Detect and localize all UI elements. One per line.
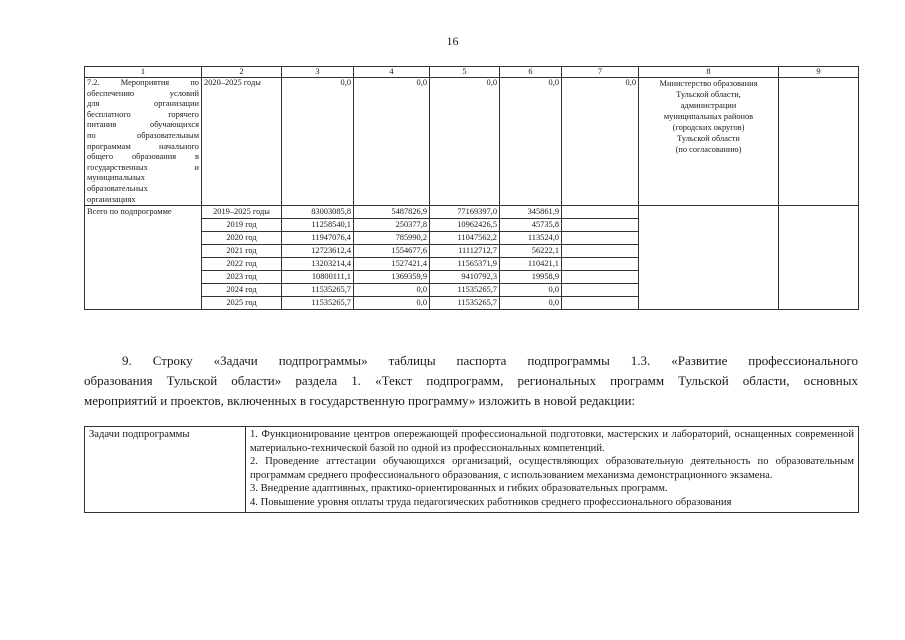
value-cell: 0,0 bbox=[562, 78, 639, 206]
header-cell: 1 bbox=[85, 67, 202, 78]
page-number: 16 bbox=[446, 34, 459, 48]
activity-name-line: питания обучающихся bbox=[87, 120, 199, 130]
value-cell: 785990,2 bbox=[354, 232, 430, 245]
org-line: Тульской области bbox=[677, 134, 740, 143]
value-cell: 11565371,9 bbox=[430, 258, 500, 271]
header-cell: 8 bbox=[639, 67, 779, 78]
value-cell: 11535265,7 bbox=[282, 284, 354, 297]
task-item: 4. Повышение уровня оплаты труда педагогических работников среднего профессионального образования bbox=[250, 496, 732, 508]
org-line: Тульской области, bbox=[676, 90, 741, 99]
header-cell: 3 bbox=[282, 67, 354, 78]
org-line: (по согласованию) bbox=[675, 145, 742, 154]
value-cell: 0,0 bbox=[282, 78, 354, 206]
empty-cell bbox=[562, 271, 639, 284]
period-cell: 2024 год bbox=[202, 284, 282, 297]
value-cell: 45735,8 bbox=[500, 219, 562, 232]
value-cell: 1369359,9 bbox=[354, 271, 430, 284]
empty-cell bbox=[562, 284, 639, 297]
value-cell: 113524,0 bbox=[500, 232, 562, 245]
org-line: муниципальных районов bbox=[663, 112, 754, 121]
table-row-7-2 bbox=[85, 78, 859, 206]
tasks-content-cell bbox=[246, 427, 859, 513]
paragraph-line: 9. Строку «Задачи подпрограммы» таблицы паспорта подпрограммы 1.3. «Развитие профессионального bbox=[122, 353, 858, 368]
value-cell: 1554677,6 bbox=[354, 245, 430, 258]
value-cell: 0,0 bbox=[430, 78, 500, 206]
header-cell: 6 bbox=[500, 67, 562, 78]
org-line: администрации bbox=[680, 101, 737, 110]
value-cell: 56222,1 bbox=[500, 245, 562, 258]
value-cell: 10962426,5 bbox=[430, 219, 500, 232]
value-cell: 0,0 bbox=[354, 297, 430, 310]
period-cell: 2022 год bbox=[202, 258, 282, 271]
value-cell: 11947076,4 bbox=[282, 232, 354, 245]
value-cell: 11535265,7 bbox=[282, 297, 354, 310]
period-cell: 2019 год bbox=[202, 219, 282, 232]
value-cell: 10800111,1 bbox=[282, 271, 354, 284]
activity-name-line: государственных и bbox=[87, 162, 199, 172]
value-cell: 5487826,9 bbox=[354, 206, 430, 219]
period-cell: 2021 год bbox=[202, 245, 282, 258]
activity-name-line: образовательных bbox=[87, 183, 148, 193]
empty-cell bbox=[562, 219, 639, 232]
value-cell: 345861,9 bbox=[500, 206, 562, 219]
activity-name-line: организациях bbox=[87, 194, 136, 204]
empty-cell bbox=[639, 206, 779, 310]
activity-name-line: общего образования в bbox=[87, 152, 199, 162]
value-cell: 11535265,7 bbox=[430, 284, 500, 297]
header-cell: 7 bbox=[562, 67, 639, 78]
empty-cell bbox=[562, 232, 639, 245]
task-item: 2. Проведение аттестации обучающихся организаций, осуществляющих образовательную деятельность по образовательным программам среднего профессионального образования, с использованием механизма демонстрационного экзамена. bbox=[250, 456, 854, 481]
header-cell: 4 bbox=[354, 67, 430, 78]
value-cell: 11535265,7 bbox=[430, 297, 500, 310]
period-cell: 2020 год bbox=[202, 232, 282, 245]
empty-cell bbox=[562, 206, 639, 219]
value-cell: 83003085,8 bbox=[282, 206, 354, 219]
value-cell: 12723612,4 bbox=[282, 245, 354, 258]
activity-name-line: 7.2. Мероприятия по bbox=[87, 78, 199, 87]
value-cell: 1527421,4 bbox=[354, 258, 430, 271]
header-cell: 5 bbox=[430, 67, 500, 78]
period-cell: 2025 год bbox=[202, 297, 282, 310]
amendment-paragraph bbox=[84, 351, 858, 411]
value-cell: 9410792,3 bbox=[430, 271, 500, 284]
activity-name-line: для организации bbox=[87, 99, 199, 109]
value-cell: 19958,9 bbox=[500, 271, 562, 284]
paragraph-line: мероприятий и проектов, включенных в государственную программу» изложить в новой редакции: bbox=[84, 393, 636, 408]
value-cell: 77169397,0 bbox=[430, 206, 500, 219]
value-cell: 0,0 bbox=[354, 78, 430, 206]
value-cell: 13203214,4 bbox=[282, 258, 354, 271]
task-item: 1. Функционирование центров опережающей профессиональной подготовки, мастерских и лабораторий, оснащенных современной материально-технической базой по одной из профессиональных компетенций. bbox=[250, 429, 854, 454]
table-row bbox=[85, 206, 859, 219]
table-row bbox=[85, 427, 859, 513]
activity-name-line: программам начального bbox=[87, 141, 199, 151]
total-label-cell: Всего по подпрограмме bbox=[85, 206, 202, 310]
activity-name-line: муниципальных bbox=[87, 173, 145, 183]
paragraph-line: образования Тульской области» раздела 1. «Текст подпрограмм, региональных программ Тульской области, основных bbox=[84, 373, 858, 388]
activity-name-line: обеспечению условий bbox=[87, 88, 199, 98]
value-cell: 11258540,1 bbox=[282, 219, 354, 232]
empty-cell bbox=[779, 206, 859, 310]
responsible-org-cell bbox=[639, 78, 779, 206]
period-cell: 2020–2025 годы bbox=[202, 78, 282, 206]
value-cell: 110421,1 bbox=[500, 258, 562, 271]
empty-cell bbox=[562, 258, 639, 271]
period-cell: 2023 год bbox=[202, 271, 282, 284]
header-cell: 2 bbox=[202, 67, 282, 78]
period-cell: 2019–2025 годы bbox=[202, 206, 282, 219]
value-cell: 11047562,2 bbox=[430, 232, 500, 245]
activity-name-line: по образовательным bbox=[87, 130, 199, 140]
activity-name-cell bbox=[85, 78, 202, 206]
value-cell: 0,0 bbox=[354, 284, 430, 297]
funding-table bbox=[84, 66, 859, 310]
value-cell: 11112712,7 bbox=[430, 245, 500, 258]
table-header-row bbox=[85, 67, 859, 78]
empty-cell bbox=[779, 78, 859, 206]
value-cell: 0,0 bbox=[500, 297, 562, 310]
org-line: (городских округов) bbox=[672, 123, 745, 132]
empty-cell bbox=[562, 245, 639, 258]
value-cell: 0,0 bbox=[500, 78, 562, 206]
task-item: 3. Внедрение адаптивных, практико-ориентированных и гибких образовательных программ. bbox=[250, 483, 668, 495]
tasks-table bbox=[84, 426, 859, 513]
value-cell: 250377,8 bbox=[354, 219, 430, 232]
header-cell: 9 bbox=[779, 67, 859, 78]
empty-cell bbox=[562, 297, 639, 310]
value-cell: 0,0 bbox=[500, 284, 562, 297]
org-line: Министерство образования bbox=[659, 79, 758, 88]
activity-name-line: бесплатного горячего bbox=[87, 109, 199, 119]
tasks-label-cell: Задачи подпрограммы bbox=[85, 427, 246, 513]
